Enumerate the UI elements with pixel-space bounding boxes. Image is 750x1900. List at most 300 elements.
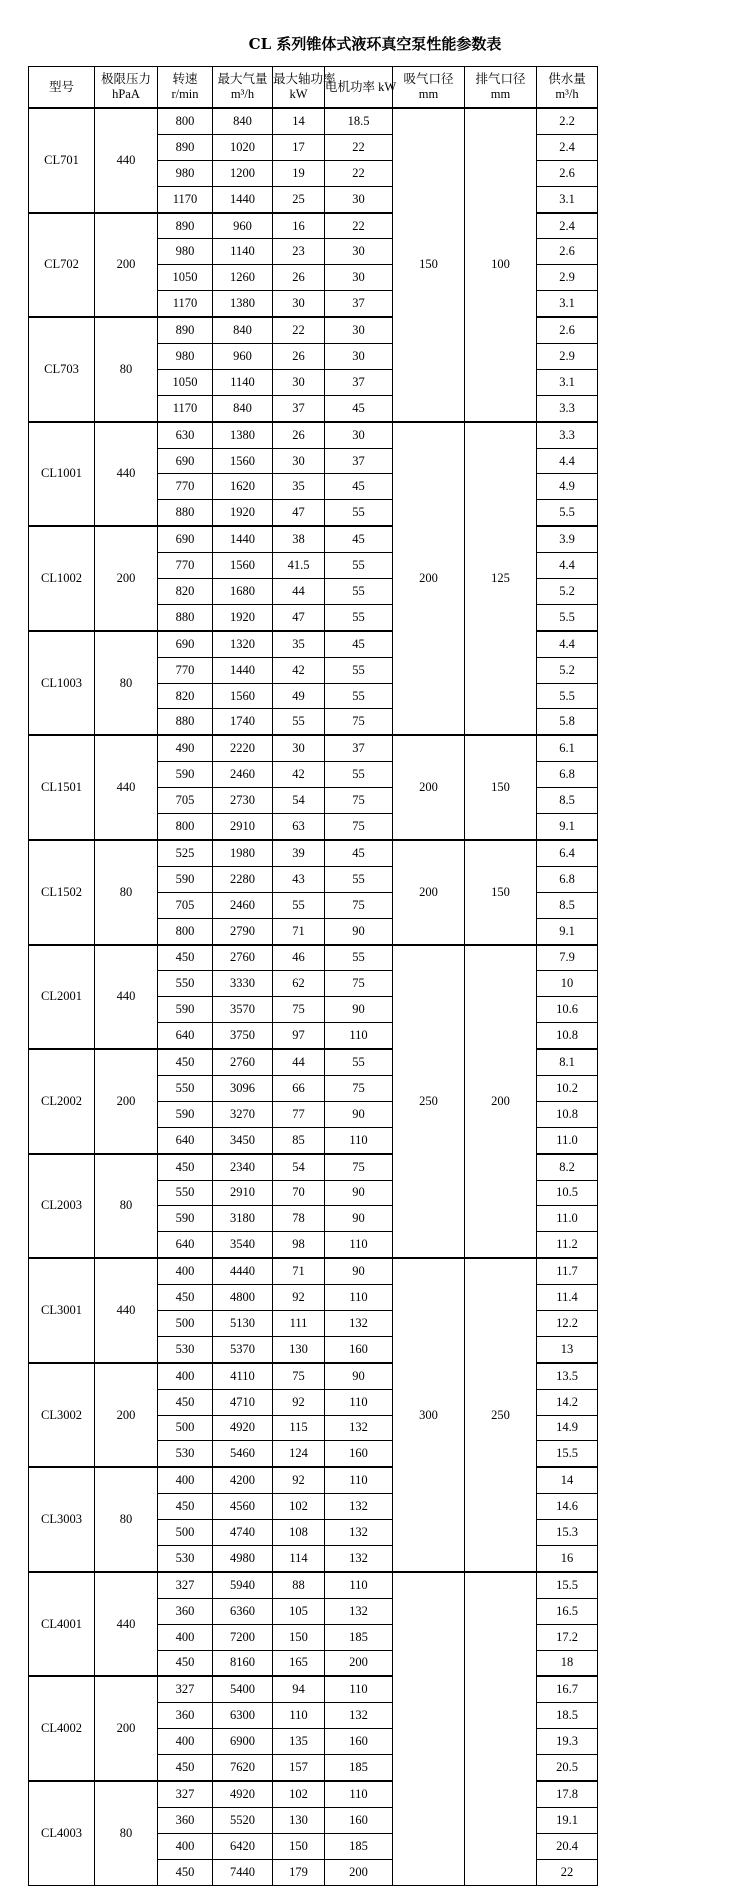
max-shaft-power-cell: 16 [273,213,325,239]
speed-cell: 705 [158,788,213,814]
water-supply-cell: 15.5 [537,1572,598,1598]
speed-cell: 327 [158,1572,213,1598]
suction-diameter-cell: 200 [393,735,465,840]
pressure-cell: 440 [95,1258,158,1363]
max-shaft-power-cell: 77 [273,1101,325,1127]
max-shaft-power-cell: 130 [273,1807,325,1833]
pressure-cell: 80 [95,1781,158,1885]
water-supply-cell: 16 [537,1545,598,1571]
blank-cell [598,1703,724,1729]
speed-cell: 400 [158,1467,213,1493]
motor-power-cell: 45 [325,631,393,657]
max-shaft-power-cell: 47 [273,500,325,526]
max-shaft-power-cell: 75 [273,997,325,1023]
motor-power-cell: 75 [325,971,393,997]
speed-cell: 980 [158,344,213,370]
max-airflow-cell: 3330 [213,971,273,997]
speed-cell: 880 [158,604,213,630]
water-supply-cell: 2.4 [537,134,598,160]
max-shaft-power-cell: 35 [273,631,325,657]
water-supply-cell: 2.9 [537,265,598,291]
max-airflow-cell: 1440 [213,526,273,552]
pressure-cell: 440 [95,108,158,213]
motor-power-cell: 55 [325,945,393,971]
water-supply-cell: 5.5 [537,604,598,630]
water-supply-cell: 8.5 [537,892,598,918]
motor-power-cell: 30 [325,265,393,291]
speed-cell: 500 [158,1310,213,1336]
speed-cell: 890 [158,134,213,160]
blank-cell [598,526,724,552]
water-supply-cell: 3.3 [537,422,598,448]
motor-power-cell: 30 [325,422,393,448]
max-shaft-power-cell: 105 [273,1598,325,1624]
header-speed: 转速 r/min [158,67,213,109]
max-shaft-power-cell: 42 [273,762,325,788]
header-motor-power: 电机功率 kW [325,67,393,109]
blank-cell [598,997,724,1023]
water-supply-cell: 20.5 [537,1755,598,1781]
speed-cell: 980 [158,160,213,186]
motor-power-cell: 55 [325,657,393,683]
speed-cell: 770 [158,474,213,500]
max-airflow-cell: 1200 [213,160,273,186]
water-supply-cell: 20.4 [537,1833,598,1859]
motor-power-cell: 45 [325,840,393,866]
motor-power-cell: 132 [325,1545,393,1571]
motor-power-cell: 45 [325,395,393,421]
max-airflow-cell: 6900 [213,1729,273,1755]
blank-cell [598,1127,724,1153]
exhaust-diameter-cell: 150 [465,735,537,840]
max-airflow-cell: 5520 [213,1807,273,1833]
speed-cell: 980 [158,239,213,265]
max-airflow-cell: 7440 [213,1859,273,1885]
max-airflow-cell: 1980 [213,840,273,866]
max-shaft-power-cell: 179 [273,1859,325,1885]
max-airflow-cell: 4980 [213,1545,273,1571]
max-shaft-power-cell: 26 [273,422,325,448]
model-cell: CL3002 [29,1363,95,1468]
speed-cell: 490 [158,735,213,761]
blank-cell [598,892,724,918]
motor-power-cell: 110 [325,1127,393,1153]
speed-cell: 450 [158,945,213,971]
blank-cell [598,1336,724,1362]
max-airflow-cell: 960 [213,344,273,370]
max-shaft-power-cell: 110 [273,1703,325,1729]
max-airflow-cell: 8160 [213,1650,273,1676]
motor-power-cell: 75 [325,892,393,918]
max-shaft-power-cell: 98 [273,1232,325,1258]
speed-cell: 450 [158,1049,213,1075]
blank-cell [598,1624,724,1650]
speed-cell: 590 [158,866,213,892]
max-shaft-power-cell: 38 [273,526,325,552]
motor-power-cell: 22 [325,213,393,239]
exhaust-diameter-cell: 250 [465,1258,537,1572]
speed-cell: 530 [158,1545,213,1571]
pressure-cell: 80 [95,840,158,945]
speed-cell: 360 [158,1598,213,1624]
motor-power-cell: 30 [325,239,393,265]
model-cell: CL1003 [29,631,95,736]
water-supply-cell: 12.2 [537,1310,598,1336]
blank-cell [598,788,724,814]
blank-cell [598,1023,724,1049]
motor-power-cell: 160 [325,1336,393,1362]
speed-cell: 640 [158,1023,213,1049]
motor-power-cell: 90 [325,1258,393,1284]
speed-cell: 550 [158,971,213,997]
max-shaft-power-cell: 37 [273,395,325,421]
speed-cell: 450 [158,1154,213,1180]
speed-cell: 450 [158,1285,213,1311]
motor-power-cell: 30 [325,317,393,343]
water-supply-cell: 10.2 [537,1075,598,1101]
blank-cell [598,1729,724,1755]
motor-power-cell: 110 [325,1467,393,1493]
table-row [29,1676,724,1702]
table-row [29,1467,724,1493]
water-supply-cell: 7.9 [537,945,598,971]
water-supply-cell: 2.2 [537,108,598,134]
pressure-cell: 200 [95,526,158,631]
water-supply-cell: 10.8 [537,1023,598,1049]
speed-cell: 800 [158,918,213,944]
water-supply-cell: 14.6 [537,1494,598,1520]
speed-cell: 450 [158,1389,213,1415]
blank-cell [598,474,724,500]
max-airflow-cell: 2730 [213,788,273,814]
max-shaft-power-cell: 41.5 [273,553,325,579]
max-shaft-power-cell: 92 [273,1285,325,1311]
pressure-cell: 80 [95,631,158,736]
water-supply-cell: 10.5 [537,1180,598,1206]
max-shaft-power-cell: 111 [273,1310,325,1336]
motor-power-cell: 132 [325,1598,393,1624]
blank-cell [598,1520,724,1546]
max-airflow-cell: 4710 [213,1389,273,1415]
blank-cell [598,448,724,474]
exhaust-diameter-cell: 150 [465,840,537,945]
water-supply-cell: 13 [537,1336,598,1362]
table-row [29,1572,724,1598]
speed-cell: 880 [158,500,213,526]
motor-power-cell: 90 [325,997,393,1023]
water-supply-cell: 14.9 [537,1415,598,1441]
max-shaft-power-cell: 46 [273,945,325,971]
speed-cell: 590 [158,762,213,788]
water-supply-cell: 18 [537,1650,598,1676]
speed-cell: 690 [158,526,213,552]
header-exhaust-diameter: 排气口径 mm [465,67,537,109]
water-supply-cell: 8.1 [537,1049,598,1075]
suction-diameter-cell: 300 [393,1258,465,1572]
max-airflow-cell: 4800 [213,1285,273,1311]
speed-cell: 400 [158,1363,213,1389]
max-shaft-power-cell: 54 [273,788,325,814]
water-supply-cell: 2.6 [537,239,598,265]
motor-power-cell: 55 [325,604,393,630]
speed-cell: 820 [158,579,213,605]
max-airflow-cell: 1560 [213,683,273,709]
blank-cell [598,1676,724,1702]
speed-cell: 400 [158,1624,213,1650]
pressure-cell: 200 [95,1049,158,1154]
motor-power-cell: 30 [325,344,393,370]
speed-cell: 450 [158,1494,213,1520]
speed-cell: 400 [158,1258,213,1284]
blank-cell [598,500,724,526]
model-cell: CL3001 [29,1258,95,1363]
motor-power-cell: 90 [325,1206,393,1232]
max-airflow-cell: 5400 [213,1676,273,1702]
motor-power-cell: 160 [325,1441,393,1467]
water-supply-cell: 2.6 [537,160,598,186]
blank-cell [598,1232,724,1258]
motor-power-cell: 37 [325,735,393,761]
model-cell: CL703 [29,317,95,422]
pressure-cell: 440 [95,422,158,527]
max-airflow-cell: 7620 [213,1755,273,1781]
max-airflow-cell: 2910 [213,1180,273,1206]
max-airflow-cell: 6300 [213,1703,273,1729]
max-airflow-cell: 3270 [213,1101,273,1127]
blank-cell [598,344,724,370]
blank-cell [598,186,724,212]
water-supply-cell: 5.8 [537,709,598,735]
speed-cell: 890 [158,213,213,239]
speed-cell: 360 [158,1807,213,1833]
speed-cell: 500 [158,1520,213,1546]
blank-cell [598,1781,724,1807]
speed-cell: 590 [158,1206,213,1232]
blank-cell [598,604,724,630]
exhaust-diameter-cell: 200 [465,945,537,1259]
motor-power-cell: 75 [325,1154,393,1180]
motor-power-cell: 185 [325,1755,393,1781]
max-airflow-cell: 6360 [213,1598,273,1624]
motor-power-cell: 110 [325,1285,393,1311]
speed-cell: 630 [158,422,213,448]
blank-cell [598,239,724,265]
water-supply-cell: 19.1 [537,1807,598,1833]
speed-cell: 690 [158,631,213,657]
model-cell: CL2002 [29,1049,95,1154]
pressure-cell: 440 [95,1572,158,1677]
speed-cell: 450 [158,1650,213,1676]
blank-cell [598,213,724,239]
speed-cell: 450 [158,1755,213,1781]
blank-cell [598,1310,724,1336]
max-airflow-cell: 1440 [213,186,273,212]
max-shaft-power-cell: 42 [273,657,325,683]
model-cell: CL1002 [29,526,95,631]
speed-cell: 800 [158,814,213,840]
water-supply-cell: 13.5 [537,1363,598,1389]
max-airflow-cell: 4440 [213,1258,273,1284]
suction-diameter-cell: 150 [393,108,465,422]
motor-power-cell: 110 [325,1572,393,1598]
water-supply-cell: 4.4 [537,631,598,657]
max-airflow-cell: 960 [213,213,273,239]
speed-cell: 1050 [158,369,213,395]
max-airflow-cell: 1380 [213,291,273,317]
max-shaft-power-cell: 135 [273,1729,325,1755]
table-row [29,945,724,971]
motor-power-cell: 55 [325,1049,393,1075]
blank-cell [598,1545,724,1571]
table-row [29,1154,724,1180]
max-shaft-power-cell: 150 [273,1624,325,1650]
max-airflow-cell: 2910 [213,814,273,840]
motor-power-cell: 22 [325,160,393,186]
speed-cell: 770 [158,657,213,683]
max-airflow-cell: 2460 [213,762,273,788]
max-shaft-power-cell: 130 [273,1336,325,1362]
max-shaft-power-cell: 97 [273,1023,325,1049]
table-row [29,213,724,239]
water-supply-cell: 14.2 [537,1389,598,1415]
water-supply-cell: 22 [537,1859,598,1885]
max-airflow-cell: 2760 [213,945,273,971]
max-shaft-power-cell: 17 [273,134,325,160]
water-supply-cell: 17.2 [537,1624,598,1650]
motor-power-cell: 132 [325,1415,393,1441]
max-shaft-power-cell: 14 [273,108,325,134]
max-airflow-cell: 3096 [213,1075,273,1101]
pressure-cell: 440 [95,945,158,1050]
pressure-cell: 200 [95,1363,158,1468]
max-airflow-cell: 1680 [213,579,273,605]
max-shaft-power-cell: 54 [273,1154,325,1180]
max-shaft-power-cell: 35 [273,474,325,500]
table-row [29,735,724,761]
blank-cell [598,1833,724,1859]
max-airflow-cell: 840 [213,108,273,134]
motor-power-cell: 45 [325,526,393,552]
speed-cell: 400 [158,1833,213,1859]
max-shaft-power-cell: 78 [273,1206,325,1232]
max-airflow-cell: 1620 [213,474,273,500]
water-supply-cell: 11.7 [537,1258,598,1284]
water-supply-cell: 10 [537,971,598,997]
water-supply-cell: 4.4 [537,448,598,474]
blank-cell [598,866,724,892]
header-max-shaft-power: 最大轴功率 kW [273,67,325,109]
motor-power-cell: 132 [325,1494,393,1520]
model-cell: CL4002 [29,1676,95,1781]
motor-power-cell: 90 [325,1363,393,1389]
table-row [29,840,724,866]
max-shaft-power-cell: 30 [273,735,325,761]
water-supply-cell: 5.5 [537,683,598,709]
blank-cell [598,1363,724,1389]
water-supply-cell: 6.8 [537,762,598,788]
motor-power-cell: 45 [325,474,393,500]
blank-cell [598,553,724,579]
model-cell: CL1502 [29,840,95,945]
motor-power-cell: 160 [325,1729,393,1755]
speed-cell: 820 [158,683,213,709]
speed-cell: 1170 [158,186,213,212]
blank-cell [598,971,724,997]
motor-power-cell: 90 [325,1101,393,1127]
max-shaft-power-cell: 92 [273,1467,325,1493]
motor-power-cell: 75 [325,1075,393,1101]
water-supply-cell: 3.1 [537,186,598,212]
blank-cell [598,683,724,709]
motor-power-cell: 55 [325,866,393,892]
speed-cell: 880 [158,709,213,735]
speed-cell: 360 [158,1703,213,1729]
blank-cell [598,1415,724,1441]
max-shaft-power-cell: 62 [273,971,325,997]
max-shaft-power-cell: 102 [273,1781,325,1807]
pressure-cell: 440 [95,735,158,840]
water-supply-cell: 4.9 [537,474,598,500]
blank-cell [598,369,724,395]
speed-cell: 530 [158,1441,213,1467]
max-airflow-cell: 2280 [213,866,273,892]
speed-cell: 327 [158,1676,213,1702]
table-row [29,422,724,448]
max-airflow-cell: 2340 [213,1154,273,1180]
suction-diameter-cell: 250 [393,945,465,1259]
motor-power-cell: 110 [325,1389,393,1415]
water-supply-cell: 19.3 [537,1729,598,1755]
model-cell: CL2001 [29,945,95,1050]
speed-cell: 705 [158,892,213,918]
speed-cell: 525 [158,840,213,866]
blank-cell [598,579,724,605]
motor-power-cell: 18.5 [325,108,393,134]
table-row [29,631,724,657]
motor-power-cell: 75 [325,814,393,840]
max-shaft-power-cell: 30 [273,369,325,395]
performance-table [28,66,724,1886]
blank-cell [598,814,724,840]
max-airflow-cell: 3750 [213,1023,273,1049]
water-supply-cell: 8.5 [537,788,598,814]
blank-cell [598,631,724,657]
motor-power-cell: 55 [325,553,393,579]
max-shaft-power-cell: 115 [273,1415,325,1441]
blank-cell [598,1101,724,1127]
speed-cell: 640 [158,1232,213,1258]
motor-power-cell: 37 [325,291,393,317]
max-shaft-power-cell: 19 [273,160,325,186]
max-shaft-power-cell: 165 [273,1650,325,1676]
motor-power-cell: 132 [325,1520,393,1546]
exhaust-diameter-cell: 100 [465,108,537,422]
water-supply-cell: 9.1 [537,814,598,840]
max-shaft-power-cell: 85 [273,1127,325,1153]
water-supply-cell: 5.2 [537,579,598,605]
speed-cell: 590 [158,997,213,1023]
water-supply-cell: 3.1 [537,369,598,395]
suction-diameter-cell: 200 [393,422,465,736]
blank-cell [598,840,724,866]
max-shaft-power-cell: 43 [273,866,325,892]
motor-power-cell: 160 [325,1807,393,1833]
speed-cell: 1170 [158,291,213,317]
motor-power-cell: 55 [325,683,393,709]
water-supply-cell: 16.5 [537,1598,598,1624]
max-shaft-power-cell: 94 [273,1676,325,1702]
max-airflow-cell: 4110 [213,1363,273,1389]
